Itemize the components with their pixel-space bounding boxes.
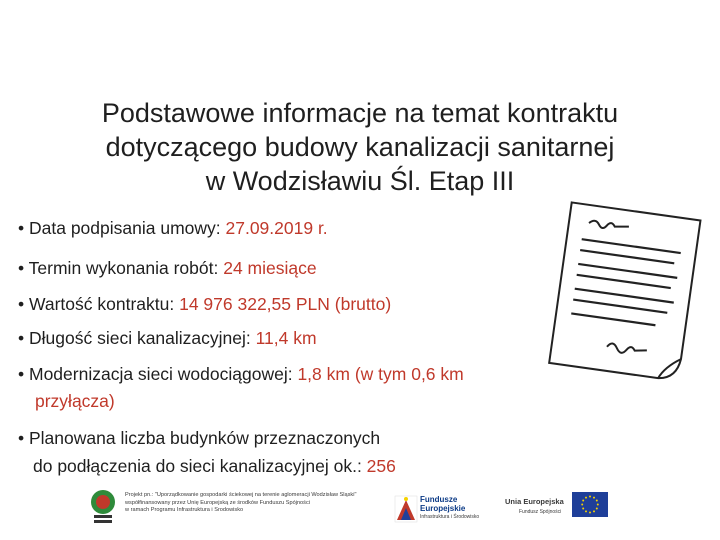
bullet-sewer-length — [18, 328, 317, 349]
bullet-label: • Data podpisania umowy: — [18, 218, 226, 238]
bullet-deadline — [18, 258, 317, 279]
eu-flag-icon — [572, 492, 608, 517]
bullet-value: 24 miesiące — [223, 258, 317, 278]
slide-title — [40, 96, 680, 198]
bullet-label: • Długość sieci kanalizacyjnej: — [18, 328, 256, 348]
bullet-water-network — [18, 364, 464, 385]
footer — [0, 486, 720, 540]
bullet-continuation: przyłącza) — [35, 391, 115, 411]
bullet-value: 1,8 km (w tym 0,6 km — [297, 364, 464, 384]
bullet-buildings-continuation — [33, 456, 396, 477]
project-line-3: w ramach Programu Infrastruktura i Środowisko — [125, 507, 244, 513]
bullet-value: 14 976 322,55 PLN (brutto) — [179, 294, 392, 314]
eu-label — [505, 497, 564, 517]
bullet-label: • Termin wykonania robót: — [18, 258, 224, 278]
european-funds-label — [420, 495, 480, 522]
bullet-label: • Planowana liczba budynków przeznaczonych — [18, 428, 381, 448]
title-line-1: Podstawowe informacje na temat kontraktu — [101, 98, 619, 128]
city-crest-icon — [88, 488, 118, 526]
bullet-value: 11,4 km — [255, 328, 317, 348]
document-illustration-icon — [520, 200, 715, 385]
project-line-1: Projekt pn.: "Uporządkowanie gospodarki ściekowej na terenie aglomeracji Wodzisław Śląski" — [125, 492, 357, 498]
bullet-label: • Wartość kontraktu: — [18, 294, 180, 314]
bullet-signing-date — [18, 218, 328, 239]
project-line-2: współfinansowany przez Unię Europejską ze środków Funduszu Spójności — [125, 499, 311, 506]
title-line-3: w Wodzisławiu Śl. Etap III — [205, 166, 515, 196]
fe-sub: Infrastruktura i Środowisko — [420, 514, 480, 520]
ue-name: Unia Europejska — [505, 497, 564, 506]
bullet-value: 256 — [366, 456, 396, 476]
title-line-2: dotyczącego budowy kanalizacji sanitarnej — [105, 132, 615, 162]
bullet-value: 27.09.2019 r. — [225, 218, 328, 238]
bullet-contract-value — [18, 294, 391, 315]
ue-sub: Fundusz Spójności — [519, 509, 562, 515]
bullet-label: • Modernizacja sieci wodociągowej: — [18, 364, 298, 384]
bullet-label: do podłączenia do sieci kanalizacyjnej ok.: — [33, 456, 367, 476]
bullet-buildings — [18, 428, 380, 449]
project-description — [125, 492, 375, 515]
fe-name: Fundusze Europejskie — [420, 495, 466, 513]
